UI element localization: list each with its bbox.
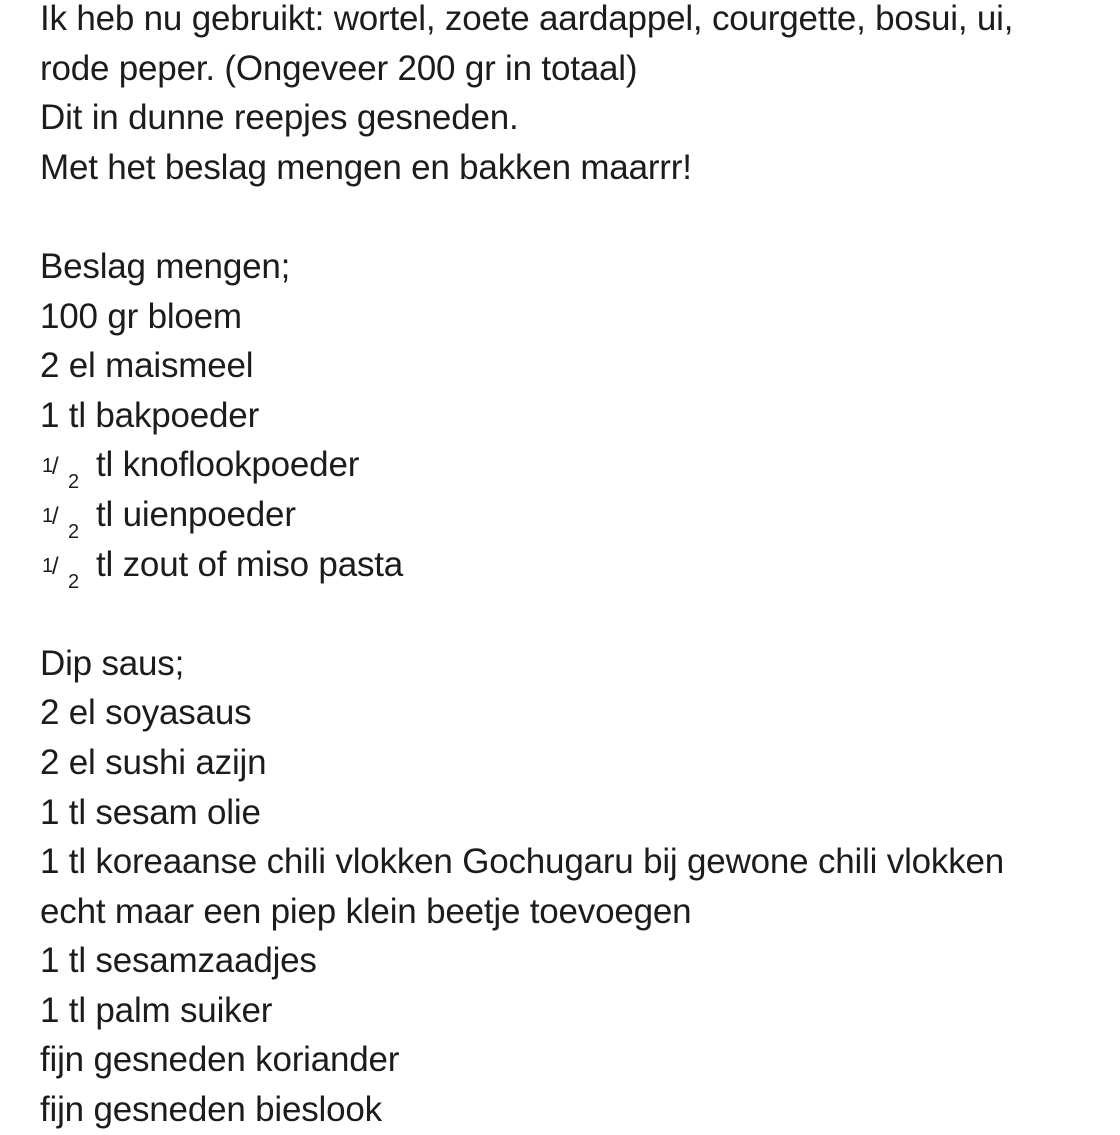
dip-sauce-heading: Dip saus;	[40, 643, 185, 683]
batter-item-text: tl uienpoeder	[96, 494, 296, 534]
intro-line: Ik heb nu gebruikt: wortel, zoete aardappel, courgette, bosui, ui,	[40, 0, 1014, 38]
spacer	[40, 589, 1120, 639]
fraction-slash: /	[52, 453, 59, 481]
intro-line: Met het beslag mengen en bakken maarrr!	[40, 147, 692, 187]
recipe-document	[40, 0, 1120, 1135]
fraction-numerator: 1	[42, 504, 53, 527]
dip-sauce-item: 1 tl koreaanse chili vlokken Gochugaru bij gewone chili vlokken	[40, 842, 1005, 882]
dip-sauce-item: 1 tl sesam olie	[40, 792, 261, 832]
fraction-slash: /	[52, 552, 59, 580]
batter-item	[40, 490, 1120, 543]
fraction-numerator: 1	[42, 554, 53, 577]
half-fraction	[40, 490, 96, 543]
batter-item-text: tl zout of miso pasta	[96, 544, 404, 584]
dip-sauce-item: fijn gesneden bieslook	[40, 1090, 382, 1130]
batter-heading: Beslag mengen;	[40, 246, 291, 286]
fraction-denominator: 2	[68, 520, 79, 543]
dip-sauce-item: 2 el sushi azijn	[40, 742, 267, 782]
batter-item	[40, 540, 1120, 593]
half-fraction	[40, 440, 96, 494]
intro-line: Dit in dunne reepjes gesneden.	[40, 98, 519, 138]
dip-sauce-item: echt maar een piep klein beetje toevoegen	[40, 891, 692, 931]
spacer	[40, 192, 1120, 242]
batter-item: 2 el maismeel	[40, 346, 254, 386]
fraction-denominator: 2	[68, 471, 79, 494]
intro-line: rode peper. (Ongeveer 200 gr in totaal)	[40, 48, 638, 88]
dip-sauce-item: fijn gesneden koriander	[40, 1040, 400, 1080]
dip-sauce-item: 1 tl sesamzaadjes	[40, 941, 317, 981]
fraction-slash: /	[52, 502, 59, 530]
fraction-denominator: 2	[68, 570, 79, 593]
dip-sauce-item: 1 tl palm suiker	[40, 990, 273, 1030]
dip-sauce-item: 2 el soyasaus	[40, 693, 252, 733]
half-fraction	[40, 540, 96, 593]
batter-item	[40, 440, 1120, 494]
batter-item: 1 tl bakpoeder	[40, 395, 260, 435]
batter-item-text: tl knoflookpoeder	[96, 445, 360, 485]
batter-item: 100 gr bloem	[40, 296, 242, 336]
fraction-numerator: 1	[42, 455, 53, 478]
